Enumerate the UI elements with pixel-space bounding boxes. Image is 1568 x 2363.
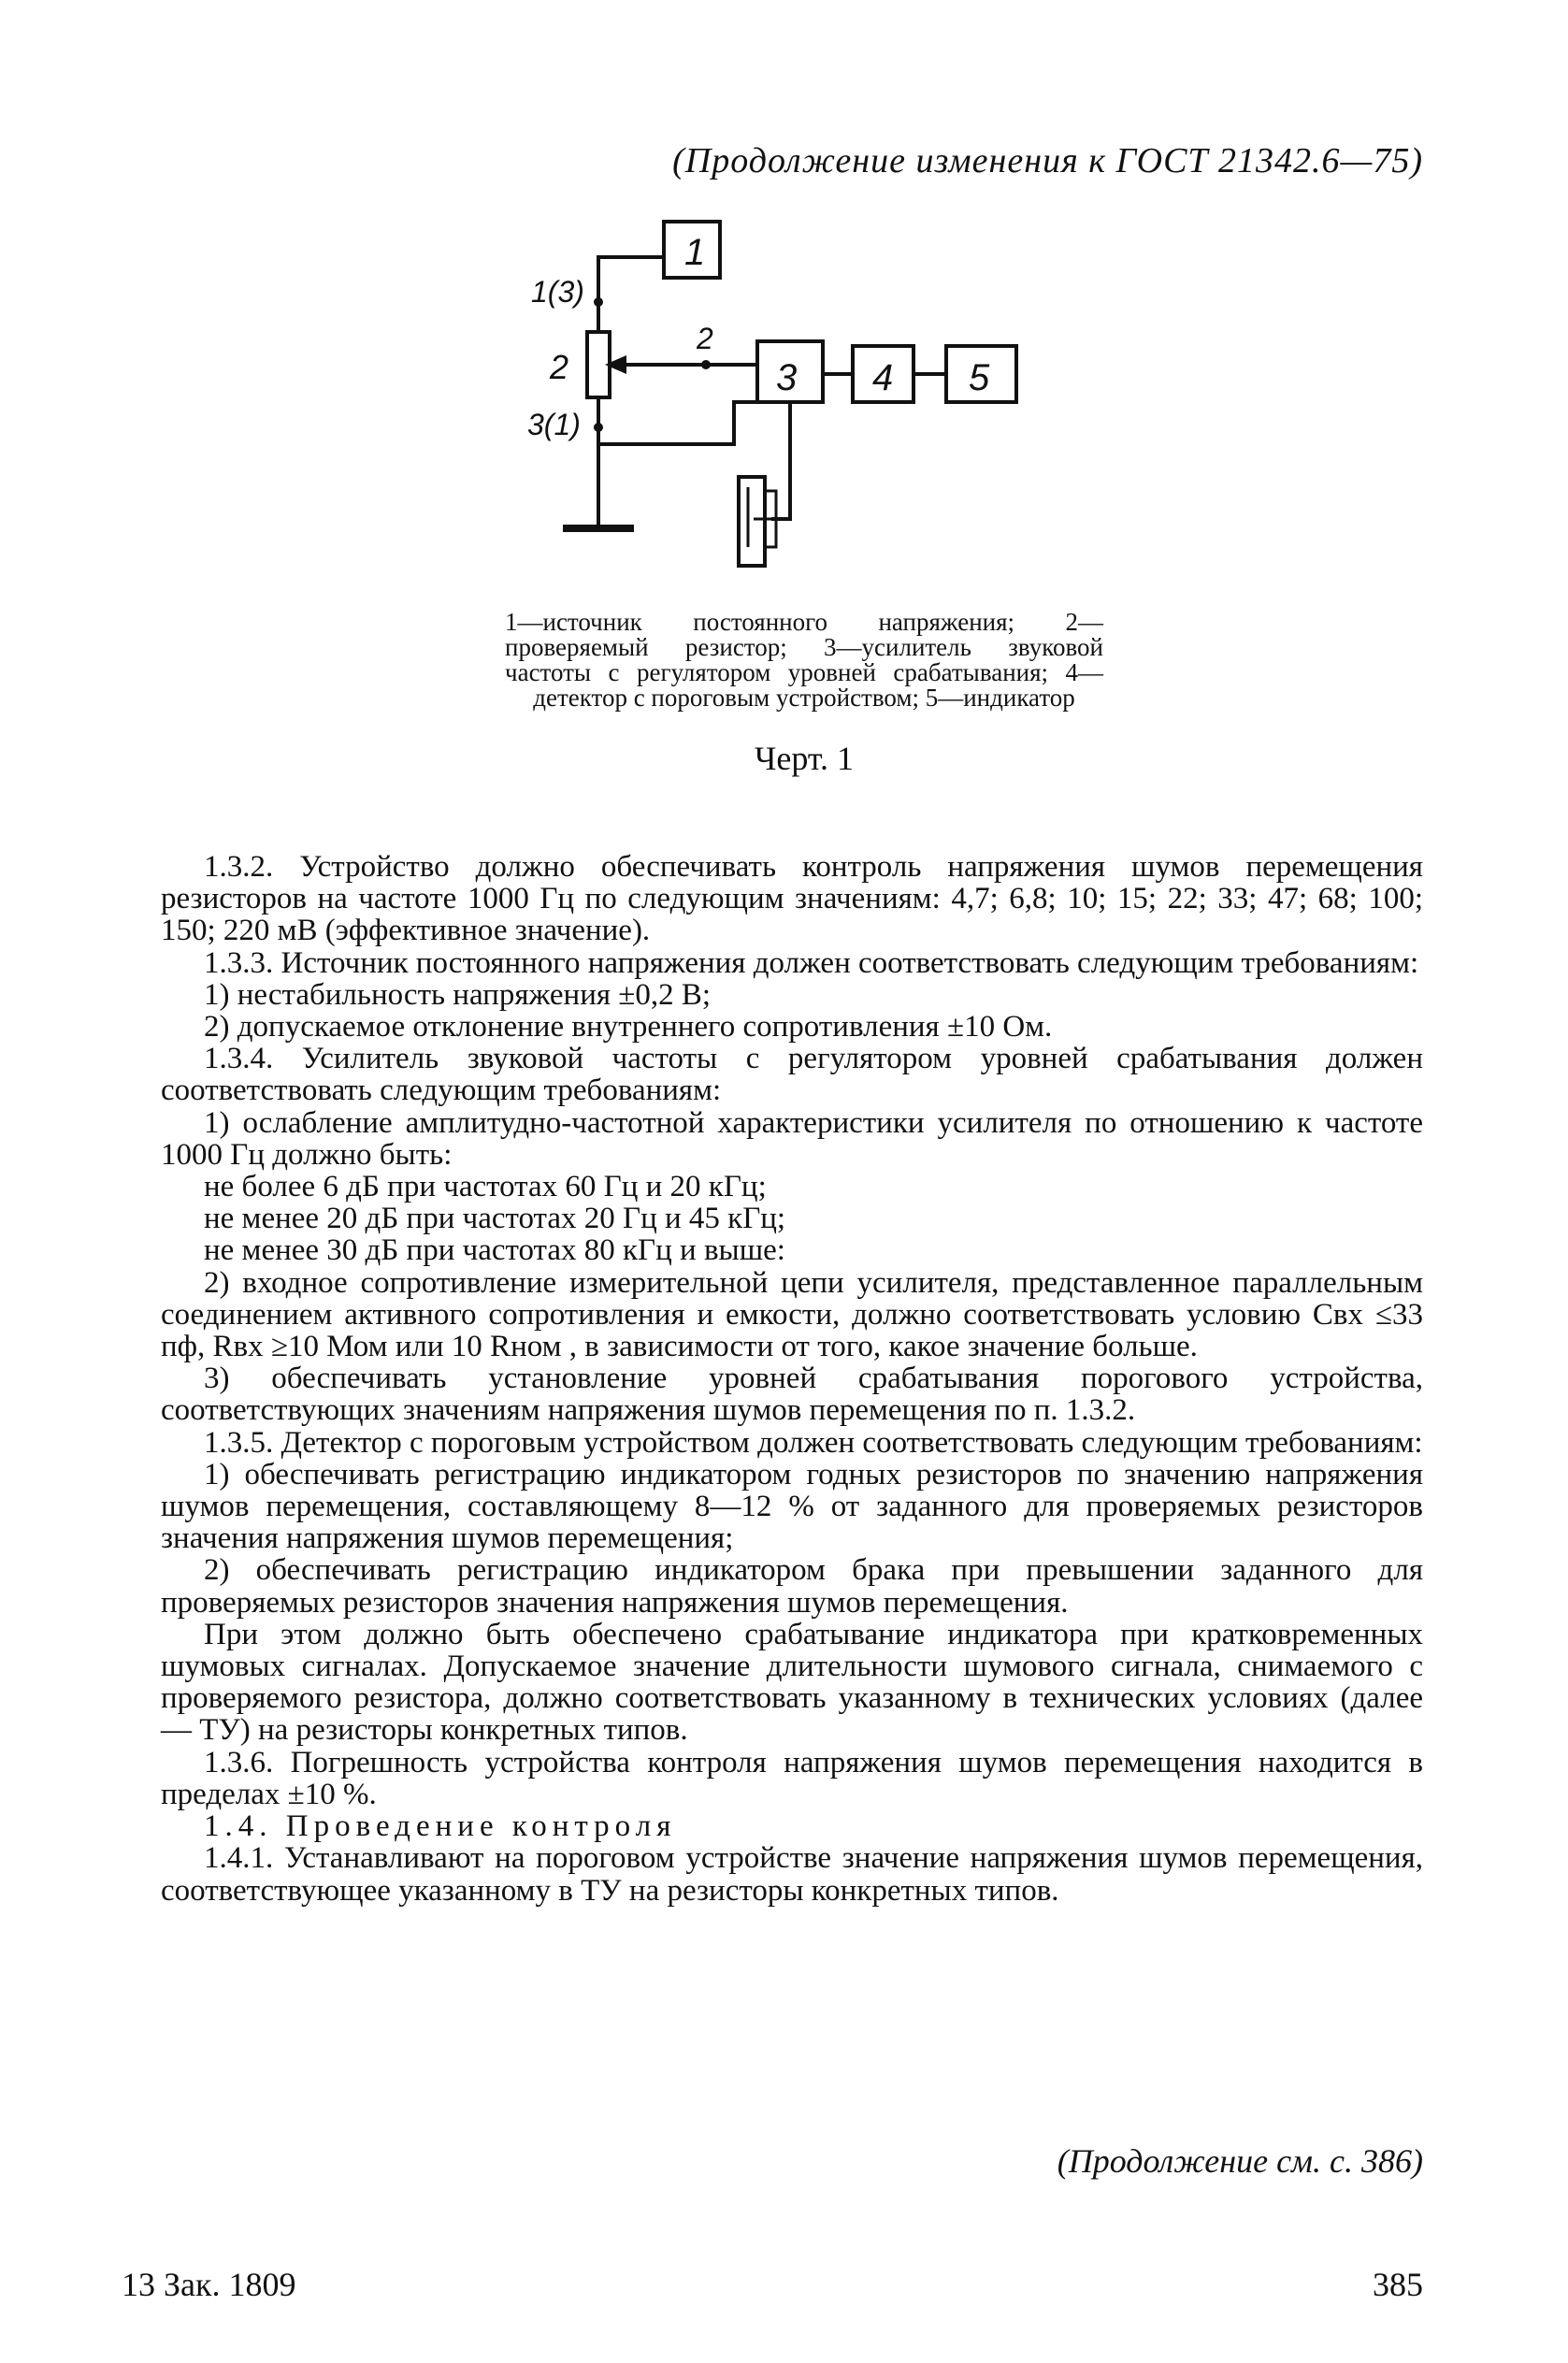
circuit-diagram <box>505 210 1103 603</box>
order-number: 13 Зак. 1809 <box>122 2266 296 2303</box>
section-heading-1-4: 1.4. Проведение контроля <box>204 1809 677 1844</box>
wire-top <box>598 257 664 302</box>
figure-title: Черт. 1 <box>755 740 854 777</box>
paragraph-1-3-5-note: При этом должно быть обеспечено срабатывание индикатора при кратковременных шумовых сигналах. Допускаемое значение длительности шумового сигнала, снимаемого с проверяемого резистора, должно соответствовать указанному в технических условиях (далее — ТУ) на резисторы конкретных типов. <box>161 1617 1423 1748</box>
paragraph-1-3-5-item2: 2) обеспечивать регистрацию индикатором брака при превышении заданного для проверяемых резисторов значения напряжения шумов перемещения. <box>161 1553 1423 1620</box>
label-block5: 5 <box>969 357 990 398</box>
paragraph-1-3-5: 1.3.5. Детектор с пороговым устройством должен соответствовать следующим требованиям: <box>204 1425 1423 1460</box>
paragraph-1-3-5-item1: 1) обеспечивать регистрацию индикатором годных резисторов по значению напряжения шумов перемещения, составляющему 8—12 % от заданного для проверяемых резисторов значения напряжения шумов перемещения; <box>161 1457 1423 1556</box>
continuation-note: (Продолжение см. с. 386) <box>1057 2142 1423 2180</box>
wiper-arrow <box>610 358 625 371</box>
paragraph-1-3-4-item2: 2) входное сопротивление измерительной цепи усилителя, представленное параллельным соединением активного сопротивления и емкости, должно соответствовать условию Cвх ≤33 пф, Rвх ≥10 Мом или 10 Rном , в зависимости от того, какое значение больше. <box>161 1265 1423 1364</box>
paragraph-1-3-4: 1.3.4. Усилитель звуковой частоты с регулятором уровней срабатывания должен соответствовать следующим требованиям: <box>161 1042 1423 1108</box>
regulator <box>739 477 765 566</box>
paragraph-1-3-4-item1b: не менее 20 дБ при частотах 20 Гц и 45 кГц; <box>204 1202 786 1236</box>
paragraph-1-3-6: 1.3.6. Погрешность устройства контроля напряжения шумов перемещения находится в пределах ±10 %. <box>161 1745 1423 1811</box>
paragraph-1-3-4-item1c: не менее 30 дБ при частотах 80 кГц и выше: <box>204 1233 785 1268</box>
wire-bottom-to-3 <box>598 402 757 444</box>
paragraph-1-3-3-item1: 1) нестабильность напряжения ±0,2 В; <box>204 977 712 1012</box>
label-resistor: 2 <box>550 348 569 386</box>
label-block1: 1 <box>684 232 706 273</box>
page-header: (Продолжение изменения к ГОСТ 21342.6—75) <box>672 141 1423 180</box>
label-wiper: 2 <box>697 322 713 355</box>
label-node-top: 1(3) <box>531 275 584 309</box>
paragraph-1-3-4-item3: 3) обеспечивать установление уровней срабатывания порогового устройства, соответствующих значениям напряжения шумов перемещения по п. 1.3.2. <box>161 1362 1423 1428</box>
paragraph-1-3-4-item1a: не более 6 дБ при частотах 60 Гц и 20 кГц; <box>204 1170 767 1204</box>
paragraph-1-4-1: 1.4.1. Устанавливают на пороговом устройстве значение напряжения шумов перемещения, соответствующее указанному в ТУ на резисторы конкретных типов. <box>161 1841 1423 1908</box>
figure-caption: 1—источник постоянного напряжения; 2—проверяемый резистор; 3—усилитель звуковой частоты с регулятором уровней срабатывания; 4—детектор с пороговым устройством; 5—индикатор <box>505 608 1103 712</box>
wire-3-regulator <box>771 402 790 519</box>
label-block3: 3 <box>776 357 798 398</box>
paragraph-1-3-3-item2: 2) допускаемое отклонение внутреннего сопротивления ±10 Ом. <box>204 1010 1053 1045</box>
paragraph-1-3-3: 1.3.3. Источник постоянного напряжения должен соответствовать следующим требованиям: <box>204 945 1419 980</box>
document-body <box>161 851 1423 1907</box>
label-node-bottom: 3(1) <box>527 408 581 441</box>
paragraph-1-3-2: 1.3.2. Устройство должно обеспечивать контроль напряжения шумов перемещения резисторов на частоте 1000 Гц по следующим значениям: 4,7; 6,8; 10; 15; 22; 33; 47; 68; 100; 150; 220 мВ (эффективное значение). <box>161 850 1423 948</box>
label-block4: 4 <box>872 357 894 398</box>
paragraph-1-3-4-item1: 1) ослабление амплитудно-частотной характеристики усилителя по отношению к частоте 1000 Гц должно быть: <box>161 1105 1423 1172</box>
page-number: 385 <box>1373 2266 1423 2303</box>
